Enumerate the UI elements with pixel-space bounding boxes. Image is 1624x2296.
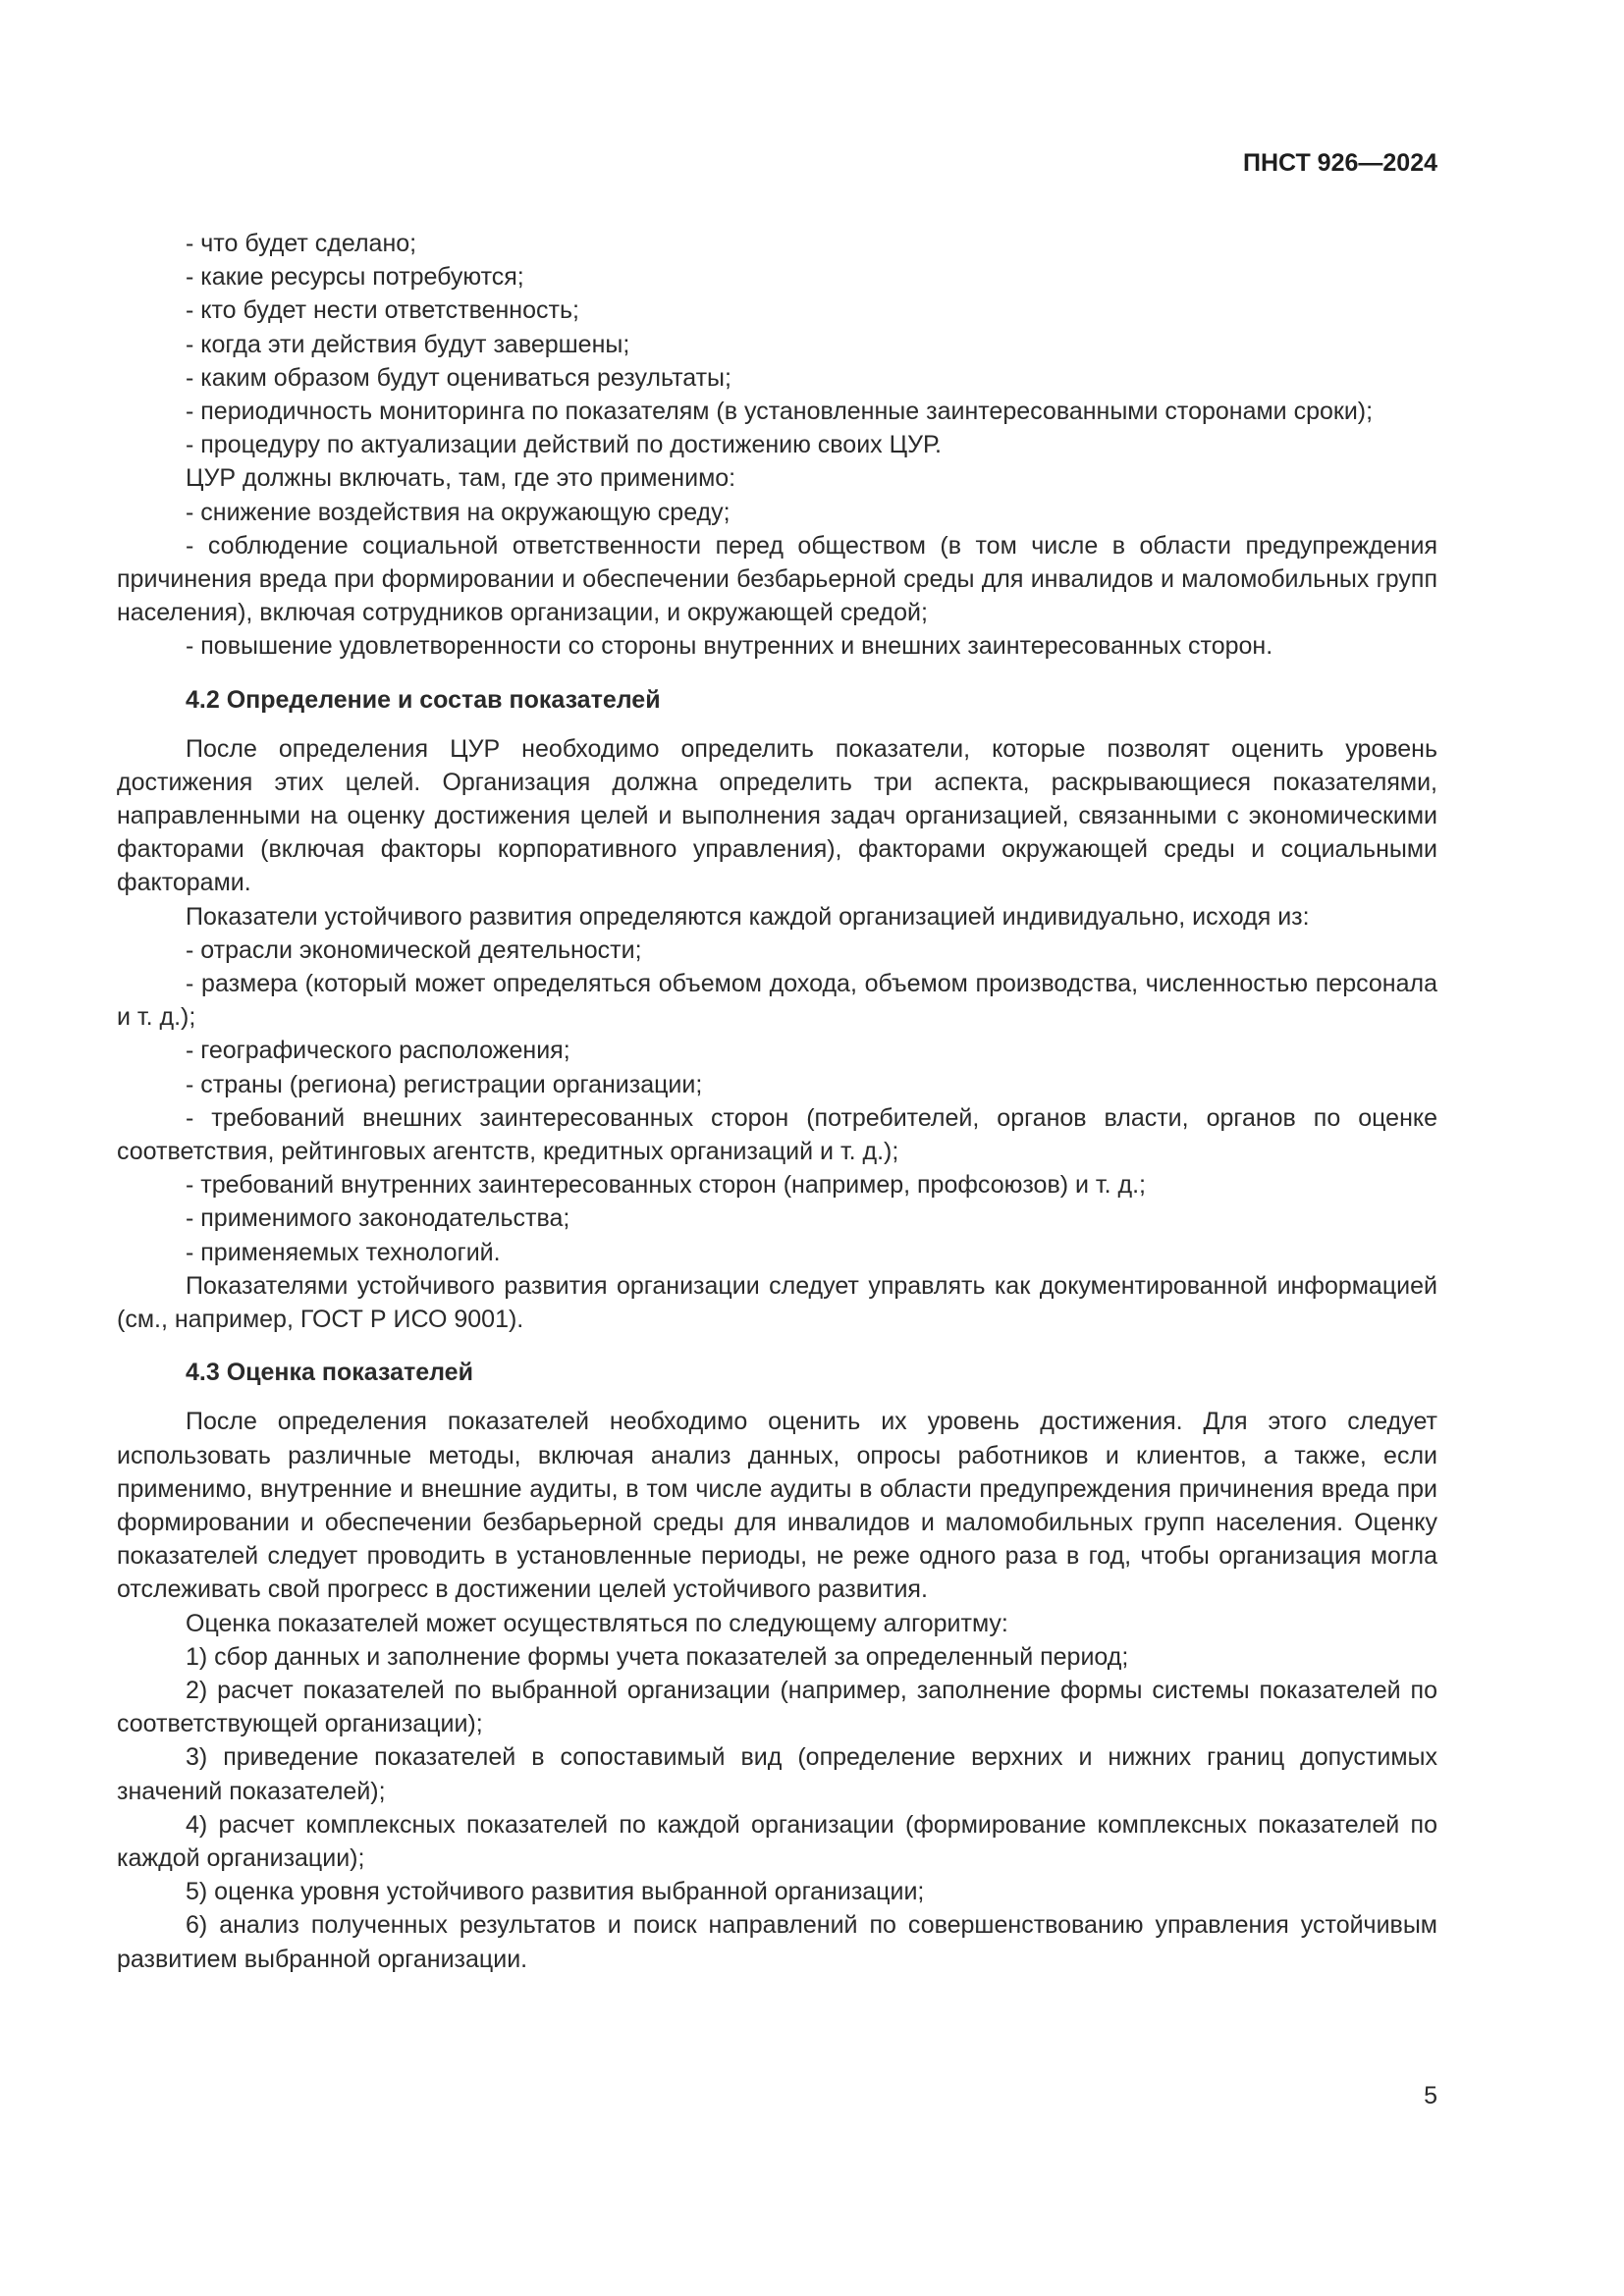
list-item: - отрасли экономической деятельности; (186, 935, 642, 964)
list-item: - размера (который может определяться объемом дохода, объемом производства, численностью персонала и т. д.); (117, 970, 1437, 1032)
list-item: - соблюдение социальной ответственности перед обществом (в том числе в области предупреждения причинения вреда при формировании и обеспечении безбарьерной среды для инвалидов и маломобильных групп населения), включая сотрудников организации, и окружающей средой; (117, 531, 1437, 627)
document-code: ПНСТ 926—2024 (1243, 149, 1437, 177)
list-item: - когда эти действия будут завершены; (186, 330, 630, 358)
numbered-step: 2) расчет показателей по выбранной организации (например, заполнение формы системы показателей по соответствующей организации); (117, 1676, 1437, 1738)
list-item: - страны (региона) регистрации организации; (186, 1070, 703, 1098)
page-content (117, 227, 1437, 1976)
section-heading-4-3: 4.3 Оценка показателей (186, 1359, 473, 1387)
cur-intro: ЦУР должны включать, там, где это применимо: (186, 464, 736, 493)
list-item: - повышение удовлетворенности со стороны внутренних и внешних заинтересованных сторон. (186, 632, 1273, 661)
list-item: - снижение воздействия на окружающую среду; (186, 498, 731, 526)
list-item: - что будет сделано; (186, 230, 417, 257)
numbered-step: 5) оценка уровня устойчивого развития выбранной организации; (186, 1878, 925, 1906)
list-item: - какие ресурсы потребуются; (186, 263, 524, 292)
list-item: - периодичность мониторинга по показателям (в установленные заинтересованными сторонами сроки); (186, 398, 1374, 426)
numbered-step: 4) расчет комплексных показателей по каждой организации (формирование комплексных показателей по каждой организации); (117, 1810, 1437, 1872)
list-item: - каким образом будут оцениваться результаты; (186, 363, 731, 392)
paragraph: Оценка показателей может осуществляться по следующему алгоритму: (186, 1609, 1008, 1637)
numbered-step: 1) сбор данных и заполнение формы учета показателей за определенный период; (186, 1642, 1129, 1671)
list-item: - процедуру по актуализации действий по достижению своих ЦУР. (186, 431, 942, 459)
list-item: - требований внешних заинтересованных сторон (потребителей, органов власти, органов по оценке соответствия, рейтинговых агентств, кредитных организаций и т. д.); (117, 1103, 1437, 1166)
paragraph: После определения показателей необходимо оценить их уровень достижения. Для этого следует использовать различные методы, включая анализ данных, опросы работников и клиентов, а также, если применимо, внутренние и внешние аудиты, в том числе аудиты в области предупреждения причинения вреда при формировании и обеспечении безбарьерной среды для инвалидов и маломобильных групп населения. Оценку показателей следует проводить в установленные периоды, не реже одного раза в год, чтобы организация могла отслеживать свой прогресс в достижении целей устойчивого развития. (117, 1408, 1437, 1604)
list-item: - применимого законодательства; (186, 1204, 570, 1233)
numbered-step: 6) анализ полученных результатов и поиск направлений по совершенствованию управления устойчивым развитием выбранной организации. (117, 1911, 1437, 1973)
numbered-step: 3) приведение показателей в сопоставимый вид (определение верхних и нижних границ допустимых значений показателей); (117, 1743, 1437, 1805)
paragraph: Показатели устойчивого развития определяются каждой организацией индивидуально, исходя из: (186, 902, 1310, 931)
paragraph: После определения ЦУР необходимо определить показатели, которые позволят оценить уровень достижения этих целей. Организация должна определить три аспекта, раскрывающиеся показателями, направленными на оценку достижения целей и выполнения задач организацией, связанными с экономическими факторами (включая факторы корпоративного управления), факторами окружающей среды и социальными факторами. (117, 734, 1437, 897)
paragraph: Показателями устойчивого развития организации следует управлять как документированной информацией (см., например, ГОСТ Р ИСО 9001). (117, 1271, 1437, 1334)
page-number: 5 (1424, 2082, 1437, 2109)
list-item: - требований внутренних заинтересованных сторон (например, профсоюзов) и т. д.; (186, 1171, 1146, 1200)
section-heading-4-2: 4.2 Определение и состав показателей (186, 685, 661, 714)
list-item: - географического расположения; (186, 1037, 570, 1065)
list-item: - кто будет нести ответственность; (186, 296, 579, 325)
list-item: - применяемых технологий. (186, 1238, 501, 1266)
